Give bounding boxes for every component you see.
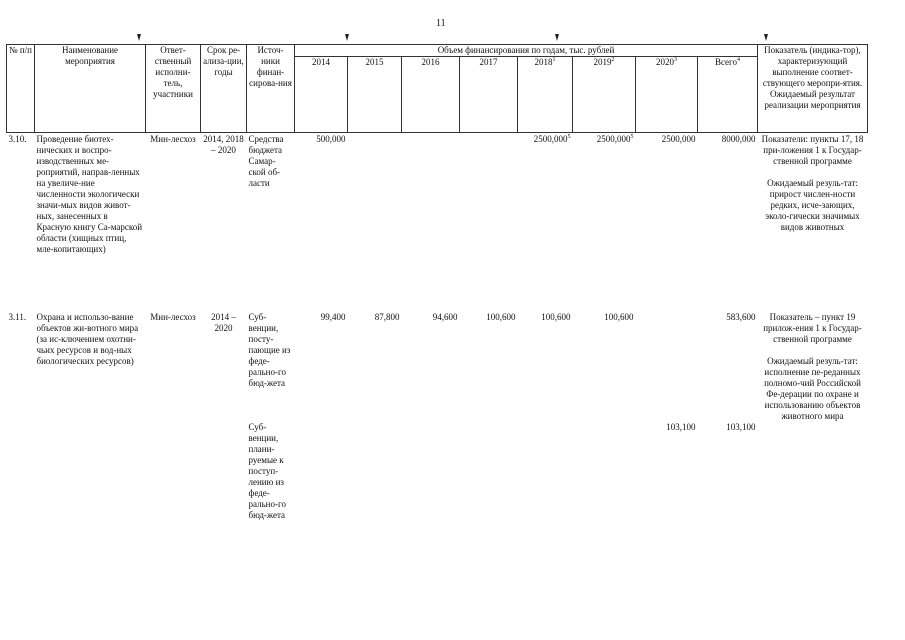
year-value (636, 306, 698, 422)
header-num: № п/п (7, 45, 35, 133)
year-header: 2017 (460, 57, 518, 133)
year-value (402, 422, 460, 554)
table-row (7, 306, 868, 422)
measure-name: Проведение биотех-нических и воспро-изводственных ме-роприятий, направ-ленных на увеличе-ние численности экологически значи-мых видов живот-ных, занесенных в Красную книгу Са-марской области (хищных птиц, мле-копитающих) (36, 134, 143, 254)
year-value (402, 133, 460, 307)
indicator-text: Показатель – пункт 19 прилож-ения 1 к Государ-ственной программе (763, 312, 862, 344)
year-value (460, 133, 518, 307)
indicator-cell (758, 306, 868, 554)
header-source: Источ-ники финан-сирова-ния (247, 45, 295, 133)
column-marker (764, 34, 768, 41)
year-value: 500,000 (316, 134, 346, 144)
expected-result: Ожидаемый резуль-тат: прирост числен-ности редких, исче-зающих, эколо-гически значимых видов животных (765, 178, 860, 232)
year-value (295, 422, 348, 554)
header-term: Срок ре-ализа-ции, годы (201, 45, 247, 133)
year-value: 99,400 (320, 312, 346, 322)
indicator-text: Показатели: пункты 17, 18 при-ложения 1 к Государ-ственной программе (761, 134, 864, 166)
implementation-term: 2014 – 2020 (211, 312, 236, 333)
header-financing: Объем финансирования по годам, тыс. рублей (295, 45, 758, 57)
measure-name: Охрана и использо-вание объектов жи-вотного мира (за ис-ключением охотни-чьих ресурсов и вод-ных биологических ресурсов) (36, 312, 139, 366)
funding-source: Суб-венции, посту-пающие из феде-рально-го бюд-жета (248, 312, 291, 388)
responsible-executor: Мин-лесхоз (150, 134, 196, 144)
year-header: 2020$^3$ (636, 57, 698, 133)
year-header: 2016 (402, 57, 460, 133)
financing-table (6, 44, 868, 554)
expected-result: Ожидаемый резуль-тат: исполнение пе-реданных полномо-чий Российской Фе-дерации по охране и использованию объектов животного мира (764, 356, 861, 421)
responsible-executor: Мин-лесхоз (150, 312, 196, 322)
year-value: 2500,000$^5$ (596, 134, 634, 144)
indicator-cell (758, 133, 868, 307)
year-value (348, 133, 402, 307)
year-value: 100,600 (541, 312, 571, 322)
year-value: 87,800 (374, 312, 400, 322)
year-header: 2014 (295, 57, 348, 133)
year-header: 2015 (348, 57, 402, 133)
year-value: 2500,000 (661, 134, 696, 144)
year-header: 2019$^2$ (573, 57, 636, 133)
year-header: Всего$^4$ (698, 57, 758, 133)
table-row (7, 422, 868, 554)
total-value: 103,100 (726, 422, 756, 432)
year-value (460, 422, 518, 554)
header-name: Наименование мероприятия (35, 45, 146, 133)
year-value (518, 422, 573, 554)
year-value: 100,600 (604, 312, 634, 322)
row-number: 3.10. (8, 134, 27, 144)
column-marker (137, 34, 141, 41)
total-value: 583,600 (726, 312, 756, 322)
year-value: 100,600 (486, 312, 516, 322)
year-header: 2018$^1$ (518, 57, 573, 133)
year-value: 103,100 (666, 422, 696, 432)
table-row (7, 133, 868, 307)
header-responsible: Ответ-ственный исполни-тель, участники (146, 45, 201, 133)
column-marker (345, 34, 349, 41)
implementation-term: 2014, 2018 – 2020 (203, 134, 244, 155)
total-value: 8000,000 (721, 134, 756, 144)
funding-source: Суб-венции, плани-руемые к поступ-лению из феде-рально-го бюд-жета (248, 422, 286, 520)
page-number: 11 (436, 18, 446, 29)
funding-source: Средства бюджета Самар-ской об-ласти (248, 134, 284, 188)
row-number: 3.11. (8, 312, 27, 322)
year-value: 2500,000$^5$ (533, 134, 571, 144)
column-marker (555, 34, 559, 41)
header-indicator: Показатель (индика-тор), характеризующий выполнение соответ-ствующего меропри-ятия. Ожидаемый результат реализации мероприятия (758, 45, 868, 133)
year-value (348, 422, 402, 554)
year-value: 94,600 (432, 312, 458, 322)
year-value (573, 422, 636, 554)
